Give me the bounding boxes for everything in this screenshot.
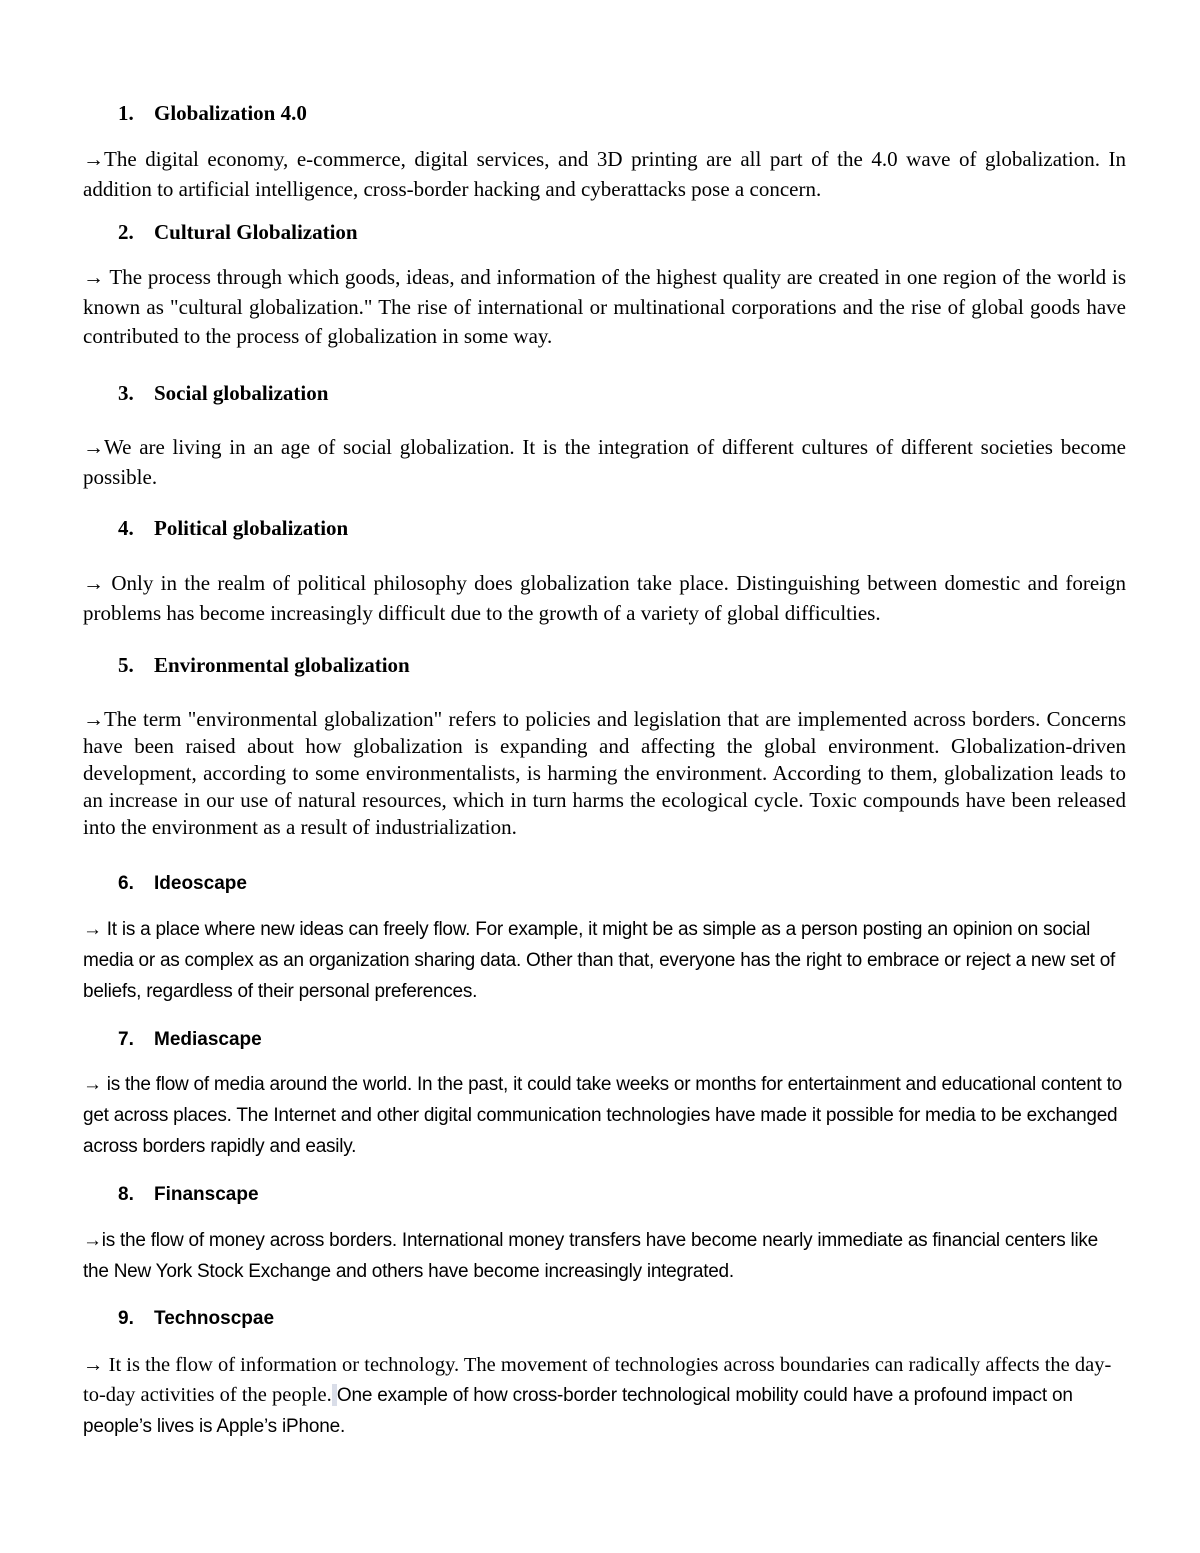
section-number: 8. — [118, 1184, 134, 1205]
section-title: Globalization 4.0 — [154, 101, 307, 125]
section-body-3: →We are living in an age of social globalization. It is the integration of different cultures of different societies become possible. — [83, 435, 1126, 489]
section-title: Mediascape — [154, 1029, 262, 1050]
section-body-8: →is the flow of money across borders. International money transfers have become nearly immediate as financial centers like the New York Stock Exchange and others have become increasingly integrated. — [83, 1230, 1098, 1282]
section-body-5: →The term "environmental globalization" refers to policies and legislation that are implemented across borders. Concerns have been raised about how globalization is expanding and affecting the global environment. Globalization-driven development, according to some environmentalists, is harming the environment. According to them, globalization leads to an increase in our use of natural resources, which in turn harms the ecological cycle. Toxic compounds have been released into the environment as a result of industrialization. — [83, 707, 1126, 839]
section-heading-3 — [118, 379, 328, 409]
section-heading-9 — [118, 1303, 274, 1334]
section-title: Cultural Globalization — [154, 220, 358, 244]
section-body-1: →The digital economy, e-commerce, digital services, and 3D printing are all part of the 4.0 wave of globalization. In addition to artificial intelligence, cross-border hacking and cyberattacks pose a concern. — [83, 147, 1126, 201]
section-heading-4 — [118, 514, 348, 544]
section-body-6: → It is a place where new ideas can freely flow. For example, it might be as simple as a person posting an opinion on social media or as complex as an organization sharing data. Other than that, everyone has the right to embrace or reject a new set of beliefs, regardless of their personal preferences. — [83, 919, 1116, 1002]
section-body-9-part2: One example of how cross-border technological mobility could have a profound impact on people’s lives is Apple’s iPhone. — [83, 1385, 1073, 1437]
section-heading-2 — [118, 218, 358, 248]
section-title: Political globalization — [154, 516, 349, 540]
section-heading-6 — [118, 868, 247, 899]
section-title: Ideoscape — [154, 873, 247, 894]
section-heading-7 — [118, 1024, 262, 1055]
section-number: 9. — [118, 1308, 134, 1329]
section-body-2: → The process through which goods, ideas, and information of the highest quality are created in one region of the world is known as "cultural globalization." The rise of international or multinational corporations and the rise of global goods have contributed to the process of globalization in some way. — [83, 265, 1126, 348]
section-title: Finanscape — [154, 1184, 259, 1205]
section-body-9-part1: → It is the flow of information or technology. The movement of technologies across boundaries can radically affects the day-to-day activities of the people. — [83, 1354, 1112, 1406]
section-number: 2. — [118, 220, 134, 244]
section-number: 5. — [118, 653, 134, 677]
section-title: Technoscpae — [154, 1308, 275, 1329]
section-heading-5 — [118, 651, 410, 681]
section-body-9 — [83, 1350, 1126, 1442]
section-number: 6. — [118, 873, 134, 894]
section-number: 4. — [118, 516, 134, 540]
section-number: 7. — [118, 1029, 134, 1050]
section-heading-8 — [118, 1179, 259, 1210]
section-title: Social globalization — [154, 381, 329, 405]
section-body-4: → Only in the realm of political philosophy does globalization take place. Distinguishing between domestic and foreign problems has become increasingly difficult due to the growth of a variety of global difficulties. — [83, 571, 1126, 625]
section-number: 1. — [118, 101, 134, 125]
section-body-7: → is the flow of media around the world. In the past, it could take weeks or months for entertainment and educational content to get across places. The Internet and other digital communication technologies have made it possible for media to be exchanged across borders rapidly and easily. — [83, 1074, 1122, 1157]
section-title: Environmental globalization — [154, 653, 410, 677]
section-heading-1 — [118, 99, 307, 129]
section-number: 3. — [118, 381, 134, 405]
